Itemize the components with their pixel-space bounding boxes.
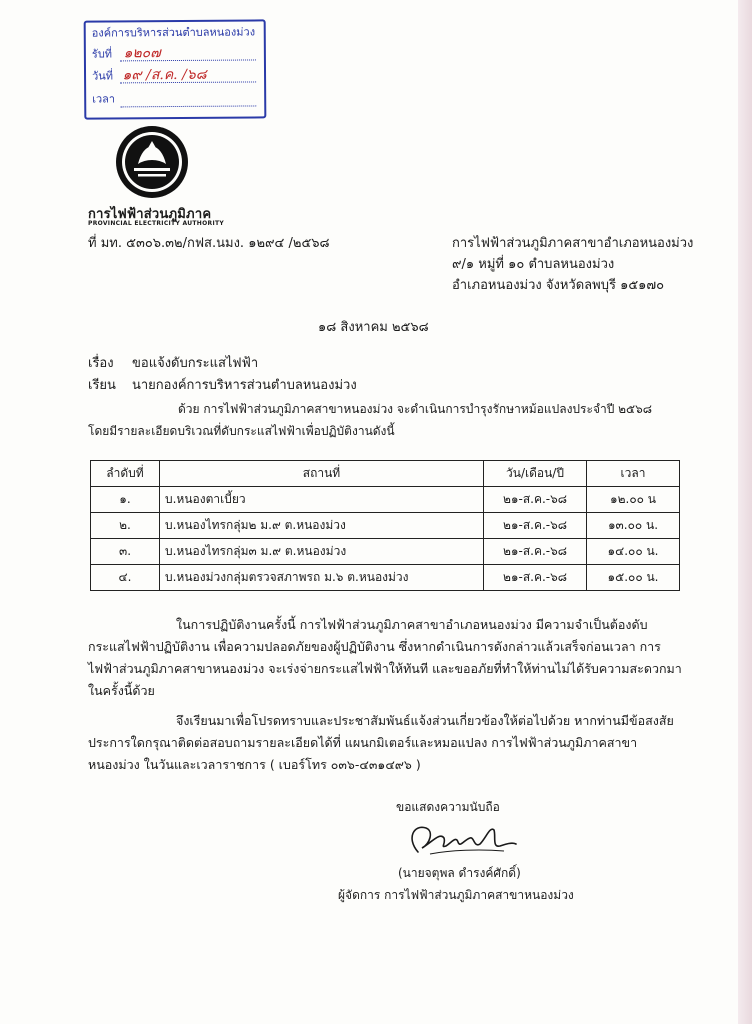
cell-date: ๒๑-ส.ค.-๖๘ [484, 565, 587, 591]
sender-address-line-2: ๙/๑ หมู่ที่ ๑๐ ตำบลหนองม่วง [452, 257, 615, 272]
cell-no: ๒. [91, 513, 160, 539]
stamp-time-label: เวลา [92, 92, 116, 106]
stamp-date-label: วันที่ [91, 69, 114, 83]
cell-date: ๒๑-ส.ค.-๖๘ [484, 539, 587, 565]
column-header-no: ลำดับที่ [91, 461, 160, 487]
stamp-received-label: รับที่ [91, 47, 113, 61]
body-para1-line-4: ในครั้งนี้ด้วย [88, 683, 155, 698]
column-header-location: สถานที่ [160, 461, 484, 487]
body-para2-line-2: ประการใดกรุณาติดต่อสอบถามรายละเอียดได้ที่ แผนกมิเตอร์และหมอแปลง การไฟฟ้าส่วนภูมิภาคสาขา [88, 735, 638, 750]
column-header-date: วัน/เดือน/ปี [484, 461, 587, 487]
letter-date: ๑๘ สิงหาคม ๒๕๖๘ [318, 320, 429, 335]
table-header-row [91, 461, 680, 487]
signer-name: (นายจตุพล ดำรงค์ศักดิ์) [398, 866, 521, 880]
table-row [91, 487, 680, 513]
subject-text: ขอแจ้งดับกระแสไฟฟ้า [132, 356, 259, 371]
receiving-stamp [84, 19, 267, 119]
body-para1-line-1: ในการปฏิบัติงานครั้งนี้ การไฟฟ้าส่วนภูมิภาคสาขาอำเภอหนองม่วง มีความจำเป็นต้องดับ [176, 617, 648, 632]
recipient-label: เรียน [88, 378, 116, 393]
cell-no: ๑. [91, 487, 160, 513]
org-logo-name: การไฟฟ้าส่วนภูมิภาค [88, 207, 212, 222]
cell-location: บ.หนองตาเบี้ยว [160, 487, 484, 513]
cell-location: บ.หนองไทรกลุ่ม๒ ม.๙ ต.หนองม่วง [160, 513, 484, 539]
cell-time: ๑๕.๐๐ น. [587, 565, 680, 591]
table-row [91, 513, 680, 539]
outage-schedule-table [90, 460, 680, 591]
cell-date: ๒๑-ส.ค.-๖๘ [484, 513, 587, 539]
sender-address-line-3: อำเภอหนองม่วง จังหวัดลพบุรี ๑๕๑๗๐ [452, 278, 665, 293]
sender-address-line-1: การไฟฟ้าส่วนภูมิภาคสาขาอำเภอหนองม่วง [452, 236, 694, 251]
signature-icon [400, 818, 520, 860]
stamp-org: องค์การบริหารส่วนตำบลหนองม่วง [91, 25, 256, 40]
recipient-text: นายกองค์การบริหารส่วนตำบลหนองม่วง [132, 378, 357, 393]
org-logo-subtitle: PROVINCIAL ELECTRICITY AUTHORITY [88, 220, 225, 227]
cell-date: ๒๑-ส.ค.-๖๘ [484, 487, 587, 513]
table-row [91, 565, 680, 591]
pea-logo-icon [114, 124, 190, 200]
column-header-time: เวลา [587, 461, 680, 487]
cell-location: บ.หนองม่วงกลุ่มตรวจสภาพรถ ม.๖ ต.หนองม่วง [160, 565, 484, 591]
closing-text: ขอแสดงความนับถือ [396, 800, 500, 814]
stamp-date-value: ๑๙ /ส.ค. /๖๘ [122, 66, 207, 84]
table-row [91, 539, 680, 565]
signer-title: ผู้จัดการ การไฟฟ้าส่วนภูมิภาคสาขาหนองม่วง [338, 888, 574, 902]
cell-time: ๑๔.๐๐ น. [587, 539, 680, 565]
cell-no: ๓. [91, 539, 160, 565]
body-para1-line-2: กระแสไฟฟ้าปฏิบัติงาน เพื่อความปลอดภัยของผู้ปฏิบัติงาน ซึ่งหากดำเนินการดังกล่าวแล้วเสร็จก่อนเวลา การ [88, 639, 661, 654]
cell-time: ๑๒.๐๐ น [587, 487, 680, 513]
stamp-received-number: ๑๒๐๗ [123, 45, 161, 62]
intro-line-2: โดยมีรายละเอียดบริเวณที่ดับกระแสไฟฟ้าเพื่อปฏิบัติงานดังนี้ [88, 424, 395, 438]
body-para1-line-3: ไฟฟ้าส่วนภูมิภาคสาขาหนองม่วง จะเร่งจ่ายกระแสไฟฟ้าให้ทันที และขออภัยที่ทำให้ท่านไม่ได้รับความสะดวกมา [88, 661, 682, 676]
subject-label: เรื่อง [88, 356, 114, 371]
cell-location: บ.หนองไทรกลุ่ม๓ ม.๙ ต.หนองม่วง [160, 539, 484, 565]
body-para2-line-1: จึงเรียนมาเพื่อโปรดทราบและประชาสัมพันธ์แจ้งส่วนเกี่ยวข้องให้ต่อไปด้วย หากท่านมีข้อสงสัย [176, 713, 674, 728]
intro-line-1: ด้วย การไฟฟ้าส่วนภูมิภาคสาขาหนองม่วง จะดำเนินการบำรุงรักษาหม้อแปลงประจำปี ๒๕๖๘ [178, 402, 653, 416]
cell-no: ๔. [91, 565, 160, 591]
reference-number: ที่ มท. ๕๓๐๖.๓๒/กฟส.นมง. ๑๒๙๔ /๒๕๖๘ [88, 236, 330, 251]
cell-time: ๑๓.๐๐ น. [587, 513, 680, 539]
body-para2-line-3: หนองม่วง ในวันและเวลาราชการ ( เบอร์โทร ๐๓๖-๔๓๑๔๙๖ ) [88, 757, 421, 772]
page-edge [738, 0, 752, 1024]
